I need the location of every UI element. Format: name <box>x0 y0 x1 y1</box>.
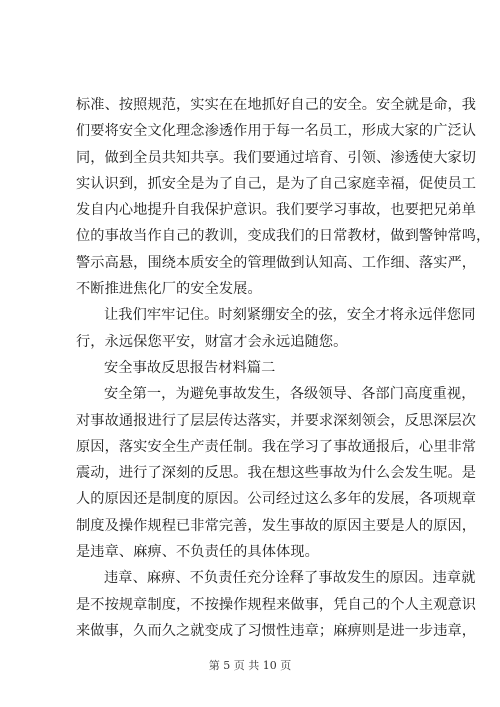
paragraph-line: 违章、麻痹、不负责任充分诠释了事故发生的原因。违章就 <box>104 570 476 587</box>
paragraph-line: 安全第一，为避免事故发生，各级领导、各部门高度重视， <box>104 386 476 403</box>
page-footer: 第 5 页 共 10 页 <box>208 659 292 672</box>
paragraph-line: 原因，落实安全生产责任制。我在学习了事故通报后，心里非常 <box>76 438 477 455</box>
paragraph-line: 是不按规章制度，不按操作规程来做事，凭自己的个人主观意识 <box>76 596 477 613</box>
paragraph-line: 是违章、麻痹、不负责任的具体体现。 <box>76 544 319 561</box>
paragraph-line: 震动，进行了深刻的反思。我在想这些事故为什么会发生呢。是 <box>76 465 477 482</box>
paragraph-line: 标准、按照规范，实实在在地抓好自己的安全。安全就是命，我 <box>76 97 477 113</box>
paragraph-line: 人的原因还是制度的原因。公司经过这么多年的发展，各项规章 <box>76 491 477 508</box>
paragraph-line: 实认识到，抓安全是为了自己，是为了自己家庭幸福，促使员工 <box>76 175 477 192</box>
paragraph-line: 发自内心地提升自我保护意识。我们要学习事故，也要把兄弟单 <box>76 202 477 219</box>
paragraph-line: 们要将安全文化理念渗透作用于每一名员工，形成大家的广泛认 <box>76 123 477 140</box>
section-heading: 安全事故反思报告材料篇二 <box>104 359 276 376</box>
document-body <box>76 92 491 644</box>
paragraph-line: 对事故通报进行了层层传达落实，并要求深刻领会，反思深层次 <box>76 412 477 429</box>
paragraph-line: 同，做到全员共知共享。我们要通过培育、引领、渗透使大家切 <box>76 149 477 166</box>
paragraph-line: 让我们牢牢记住。时刻紧绷安全的弦，安全才将永远伴您同 <box>104 307 476 324</box>
paragraph-line: 不断推进焦化厂的安全发展。 <box>76 281 262 298</box>
paragraph-line: 警示高悬，围绕本质安全的管理做到认知高、工作细、落实严， <box>76 254 477 271</box>
paragraph-line: 制度及操作规程已非常完善，发生事故的原因主要是人的原因， <box>76 517 477 534</box>
paragraph-line: 来做事，久而久之就变成了习惯性违章；麻痹则是进一步违章， <box>76 622 477 639</box>
paragraph-line: 位的事故当作自己的教训，变成我们的日常教材，做到警钟常鸣， <box>76 228 491 245</box>
paragraph-line: 行，永远保您平安，财富才会永远追随您。 <box>76 333 348 350</box>
